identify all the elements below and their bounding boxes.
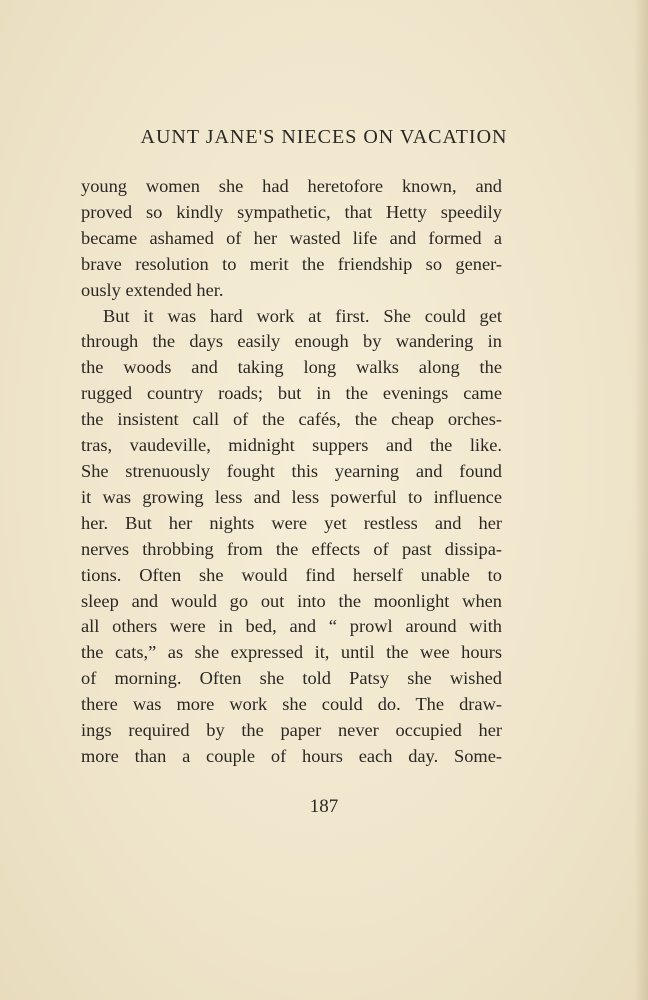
paragraph-1 [81, 174, 502, 304]
text-line: sleep and would go out into the moonlight when [81, 590, 502, 611]
text-line: nerves throbbing from the effects of past dissipa- [81, 538, 502, 559]
text-line: of morning. Often she told Patsy she wished [81, 668, 502, 689]
page-number: 187 [309, 796, 339, 817]
text-line: But it was hard work at first. She could get [103, 305, 502, 326]
text-line: it was growing less and less powerful to influence [81, 486, 502, 507]
text-line: brave resolution to merit the friendship so gener- [81, 253, 502, 274]
body-text [81, 174, 502, 770]
text-line: her. But her nights were yet restless and her [81, 512, 502, 533]
text-line: She strenuously fought this yearning and found [81, 460, 502, 481]
text-line: more than a couple of hours each day. Some- [81, 745, 502, 766]
text-line: all others were in bed, and “ prowl around with [81, 616, 502, 637]
text-line: tions. Often she would find herself unable to [81, 564, 502, 585]
text-line: rugged country roads; but in the evenings came [81, 383, 502, 404]
page-edge-shadow [634, 0, 648, 1000]
text-line: the insistent call of the cafés, the cheap orches- [81, 409, 502, 430]
text-line: ously extended her. [81, 279, 224, 300]
text-line: proved so kindly sympathetic, that Hetty speedily [81, 201, 502, 222]
text-line: ings required by the paper never occupied her [81, 720, 502, 741]
text-line: the cats,” as she expressed it, until the wee hours [81, 642, 502, 663]
text-line: there was more work she could do. The draw- [81, 694, 502, 715]
text-line: tras, vaudeville, midnight suppers and the like. [81, 435, 502, 456]
text-line: through the days easily enough by wandering in [81, 331, 502, 352]
text-line: young women she had heretofore known, and [81, 176, 502, 196]
text-line: the woods and taking long walks along the [81, 357, 502, 378]
running-title: AUNT JANE'S NIECES ON VACATION [140, 126, 508, 148]
paragraph-2 [81, 304, 502, 770]
text-line: became ashamed of her wasted life and formed a [81, 227, 502, 248]
